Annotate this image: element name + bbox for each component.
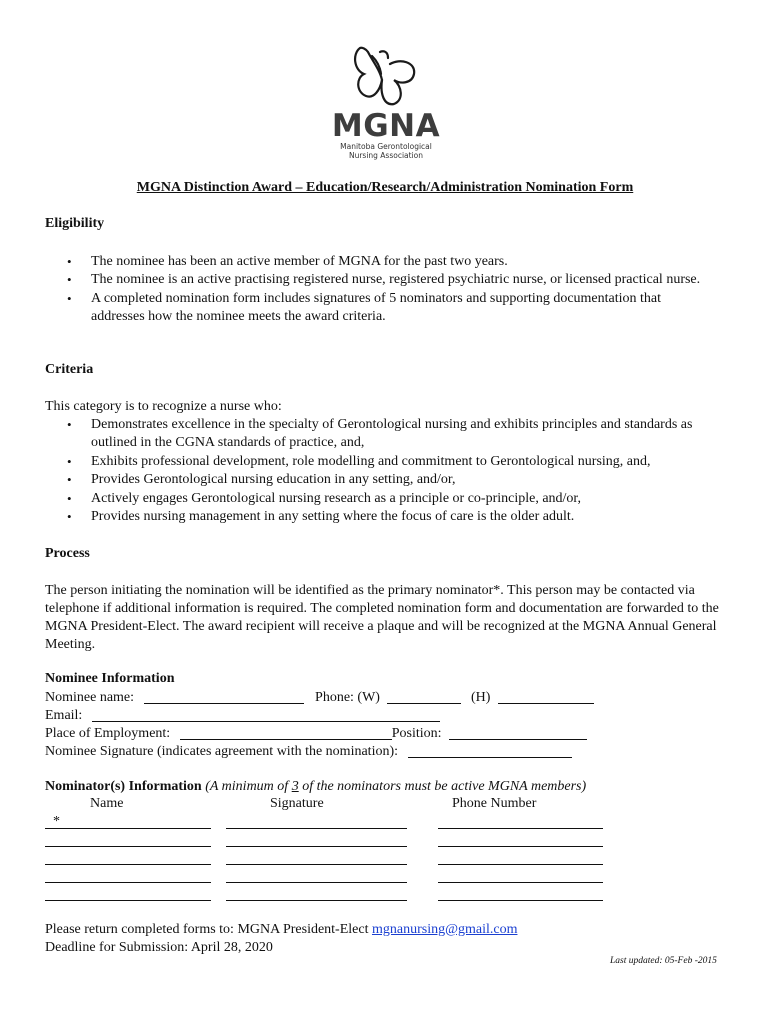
nominators-note-post: of the nominators must be active MGNA members) [298, 779, 587, 794]
col-header-signature: Signature [270, 796, 324, 811]
criteria-heading: Criteria [45, 362, 94, 377]
nominator-phone-field[interactable] [438, 864, 603, 865]
list-item: • The nominee is an active practising registered nurse, registered psychiatric nurse, or licensed practical nurse. [45, 271, 705, 289]
nominator-signature-field[interactable] [226, 828, 407, 829]
eligibility-list [45, 253, 705, 327]
primary-nominator-marker: * [53, 814, 60, 829]
logo-abbreviation: MGNA [331, 108, 441, 144]
nominators-heading: Nominator(s) Information [45, 779, 202, 794]
nominator-signature-field[interactable] [226, 846, 407, 847]
nominee-phone-label: Phone: (W) [315, 690, 380, 705]
mgna-logo [330, 44, 442, 162]
nominee-email-field[interactable] [92, 707, 440, 722]
nominee-name-row [45, 689, 594, 707]
return-instructions [45, 921, 517, 939]
list-item: • Exhibits professional development, role modelling and commitment to Gerontological nursing, and, [45, 453, 705, 471]
nominators-note-pre: (A minimum of [205, 779, 292, 794]
logo-subtitle-line2: Nursing Association [348, 151, 424, 160]
nominators-note-number: 3 [291, 779, 299, 794]
nominee-email-label: Email: [45, 708, 83, 723]
eligibility-heading: Eligibility [45, 216, 105, 231]
nominator-phone-field[interactable] [438, 900, 603, 901]
nominator-phone-field[interactable] [438, 828, 603, 829]
nominator-signature-field[interactable] [226, 864, 407, 865]
col-header-phone: Phone Number [452, 796, 537, 811]
criteria-intro: This category is to recognize a nurse who: [45, 399, 282, 414]
nominator-name-field[interactable] [45, 846, 211, 847]
nominee-home-label: (H) [470, 690, 491, 705]
deadline-text: Deadline for Submission: April 28, 2020 [45, 940, 273, 955]
position-field[interactable] [449, 725, 587, 740]
list-item: • Actively engages Gerontological nursing research as a principle or co-principle, and/or, [45, 490, 705, 508]
list-item: • Provides Gerontological nursing education in any setting, and/or, [45, 471, 705, 489]
process-heading: Process [45, 546, 90, 561]
nominators-note [205, 779, 586, 794]
email-link[interactable]: mgnanursing@gmail.com [371, 922, 518, 937]
nominator-phone-field[interactable] [438, 846, 603, 847]
employment-label: Place of Employment: [45, 726, 171, 741]
criteria-list [45, 416, 705, 526]
nominee-name-label: Nominee name: [45, 690, 135, 705]
return-text: Please return completed forms to: MGNA President-Elect [45, 922, 372, 937]
nominator-signature-field[interactable] [226, 900, 407, 901]
nominators-heading-row [45, 778, 586, 796]
nominee-work-phone-field[interactable] [387, 689, 461, 704]
logo-subtitle [330, 142, 442, 160]
process-text: The person initiating the nomination will be identified as the primary nominator*. This person may be contacted via telephone if additional information is required. The completed nomination form and documentation are forwarded to the MGNA President-Elect. The award recipient will receive a plaque and will be recognized at the MGNA Annual General Meeting. [45, 583, 719, 652]
col-header-name: Name [90, 796, 124, 811]
nominee-signature-field[interactable] [408, 743, 572, 758]
list-item: • A completed nomination form includes signatures of 5 nominators and supporting documentation that addresses how the nominee meets the award criteria. [45, 290, 705, 327]
nominator-phone-field[interactable] [438, 882, 603, 883]
position-label: Position: [391, 726, 442, 741]
nominator-name-field[interactable] [45, 900, 211, 901]
nominator-name-field[interactable] [45, 828, 211, 829]
nominee-signature-row [45, 743, 572, 761]
nominee-heading: Nominee Information [45, 671, 175, 686]
list-item: • Provides nursing management in any setting where the focus of care is the older adult. [45, 508, 705, 526]
butterfly-icon [350, 44, 420, 110]
form-title: MGNA Distinction Award – Education/Research/Administration Nomination Form [136, 180, 634, 195]
nominee-name-field[interactable] [144, 689, 304, 704]
last-updated: Last updated: 05-Feb -2015 [610, 956, 717, 966]
nominee-home-phone-field[interactable] [498, 689, 594, 704]
employment-field[interactable] [180, 725, 392, 740]
nominee-employment-row [45, 725, 587, 743]
nominator-name-field[interactable] [45, 864, 211, 865]
list-item: • The nominee has been an active member of MGNA for the past two years. [45, 253, 705, 271]
nominee-email-row [45, 707, 440, 725]
nominator-name-field[interactable] [45, 882, 211, 883]
logo-subtitle-line1: Manitoba Gerontological [340, 142, 432, 151]
nominee-signature-label: Nominee Signature (indicates agreement with the nomination): [45, 744, 399, 759]
list-item: • Demonstrates excellence in the specialty of Gerontological nursing and exhibits principles and standards as outlined in the CGNA standards of practice, and, [45, 416, 705, 453]
nominator-signature-field[interactable] [226, 882, 407, 883]
